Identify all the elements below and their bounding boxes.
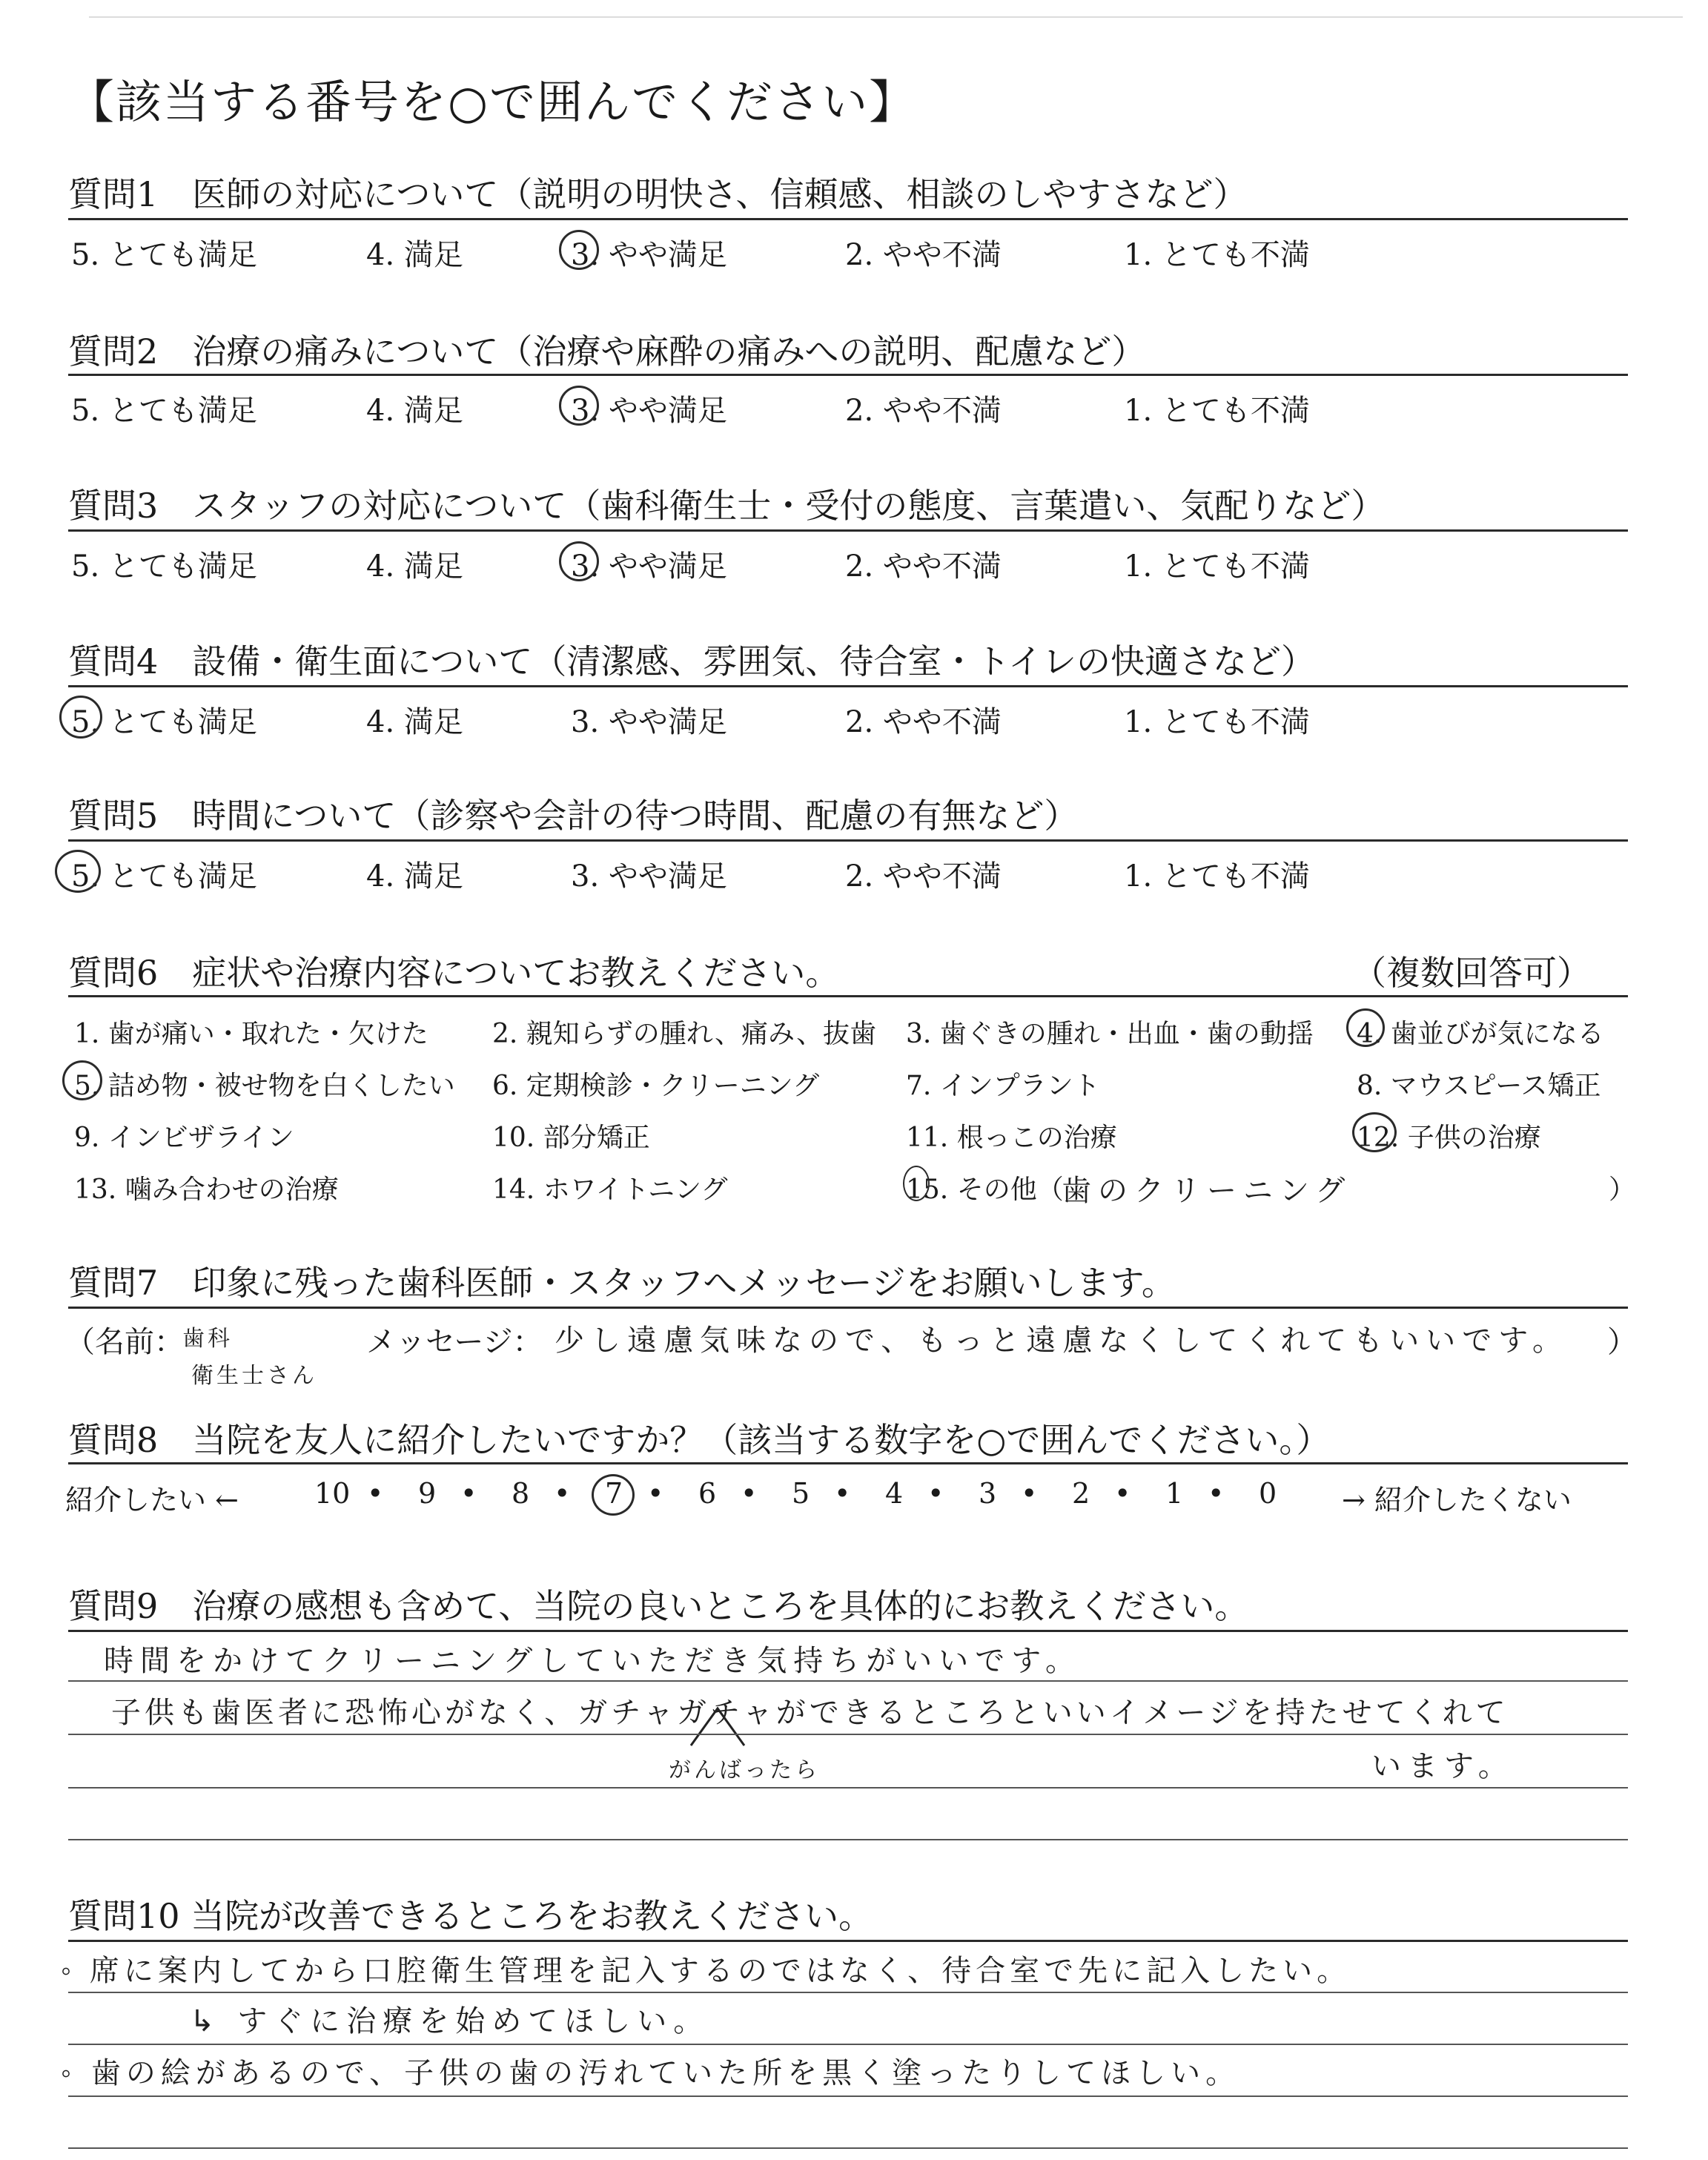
q8-title: 質問8 当院を友人に紹介したいですか？（該当する数字を○で囲んでください。） [68, 1420, 1331, 1460]
q8-scale-1[interactable]: 1 [1165, 1477, 1184, 1510]
q1-rule [68, 218, 1628, 220]
q10-line-2 [68, 2044, 1628, 2045]
q2-option-1[interactable]: 1. とても不満 [1124, 394, 1310, 428]
q6-circle-5 [62, 1060, 102, 1100]
q1-title: 質問1 医師の対応について（説明の明快さ、信頼感、相談のしやすさなど） [68, 174, 1248, 214]
q10-answer-line2: ↳ すぐに治療を始めてほしい。 [190, 2004, 710, 2038]
q1-option-4[interactable]: 4. 満足 [366, 238, 463, 272]
q7-name-label: （名前： [65, 1325, 184, 1359]
q4-option-5[interactable]: 5. とても満足 [71, 705, 257, 739]
q5-option-2[interactable]: 2. やや不満 [845, 859, 1002, 894]
q7-title: 質問7 印象に残った歯科医師・スタッフへメッセージをお願いします。 [68, 1263, 1176, 1303]
q5-option-1[interactable]: 1. とても不満 [1124, 859, 1310, 894]
q6-circle-15 [903, 1166, 930, 1201]
q8-scale-separator: • [1208, 1477, 1225, 1510]
q6-option-1[interactable]: 1. 歯が痛い・取れた・欠けた [74, 1019, 428, 1049]
top-border [89, 16, 1683, 18]
q4-selection-circle [59, 696, 102, 739]
q3-title: 質問3 スタッフの対応について（歯科衛生士・受付の態度、言葉遣い、気配りなど） [68, 486, 1386, 526]
q8-scale-separator: • [1114, 1477, 1131, 1510]
q7-name-line1: 歯科 [182, 1326, 233, 1352]
q8-selection-circle [592, 1474, 635, 1516]
q6-circle-4 [1346, 1008, 1385, 1047]
q1-option-5[interactable]: 5. とても満足 [71, 238, 257, 272]
q8-scale-separator: • [367, 1477, 384, 1510]
q6-option-8[interactable]: 8. マウスピース矯正 [1357, 1071, 1601, 1101]
q10-line-3 [68, 2095, 1628, 2097]
q9-rule [68, 1630, 1628, 1632]
q8-right-label: → 紹介したくない [1342, 1484, 1572, 1516]
q2-option-2[interactable]: 2. やや不満 [845, 394, 1002, 428]
q9-answer-line2: 子供も歯医者に恐怖心がなく、ガチャガチャができるところといいイメージを持たせてくれて [111, 1696, 1509, 1730]
q1-option-1[interactable]: 1. とても不満 [1124, 238, 1310, 272]
q8-rule [68, 1462, 1628, 1464]
q6-option-4[interactable]: 4. 歯並びが気になる [1357, 1019, 1604, 1049]
q6-option-14[interactable]: 14. ホワイトニング [492, 1175, 728, 1205]
q6-option-7[interactable]: 7. インプラント [906, 1071, 1100, 1101]
q2-option-3[interactable]: 3. やや満足 [571, 394, 727, 428]
q9-line-3 [68, 1787, 1628, 1789]
q5-title: 質問5 時間について（診察や会計の待つ時間、配慮の有無など） [68, 796, 1079, 836]
q5-option-4[interactable]: 4. 満足 [366, 859, 463, 894]
q4-option-2[interactable]: 2. やや不満 [845, 705, 1002, 739]
q8-scale-separator: • [647, 1477, 664, 1510]
q3-selection-circle [559, 541, 599, 581]
q10-title: 質問10 当院が改善できるところをお教えください。 [68, 1896, 873, 1936]
q10-answer-line3: ◦ 歯の絵があるので、子供の歯の汚れていた所を黒く塗ったりしてほしい。 [61, 2056, 1241, 2090]
q6-rule [68, 995, 1628, 997]
q4-option-4[interactable]: 4. 満足 [366, 705, 463, 739]
insertion-caret-icon [688, 1702, 747, 1747]
q3-option-4[interactable]: 4. 満足 [366, 549, 463, 584]
q8-scale-separator: • [741, 1477, 758, 1510]
q8-left-label: 紹介したい ← [65, 1484, 239, 1516]
q5-option-5[interactable]: 5. とても満足 [71, 859, 257, 894]
q8-scale-2[interactable]: 2 [1072, 1477, 1090, 1510]
q6-option-15[interactable]: 15. その他（ [906, 1175, 1064, 1205]
q5-option-3[interactable]: 3. やや満足 [571, 859, 727, 894]
q1-option-2[interactable]: 2. やや不満 [845, 238, 1002, 272]
q2-option-4[interactable]: 4. 満足 [366, 394, 463, 428]
q7-close: ） [1607, 1325, 1637, 1359]
q7-name-line2: 衛生士さん [191, 1363, 317, 1389]
q4-option-1[interactable]: 1. とても不満 [1124, 705, 1310, 739]
q3-option-5[interactable]: 5. とても満足 [71, 549, 257, 584]
q2-selection-circle [559, 386, 599, 426]
q8-scale-10[interactable]: 10 [314, 1477, 351, 1510]
q8-scale-separator: • [554, 1477, 571, 1510]
q6-option-6[interactable]: 6. 定期検診・クリーニング [492, 1071, 820, 1101]
q3-rule [68, 529, 1628, 532]
q1-selection-circle [559, 230, 599, 270]
q6-option-10[interactable]: 10. 部分矯正 [492, 1123, 650, 1153]
q7-rule [68, 1307, 1628, 1309]
q4-option-3[interactable]: 3. やや満足 [571, 705, 727, 739]
q10-rule [68, 1940, 1628, 1942]
q2-rule [68, 374, 1628, 376]
q1-option-3[interactable]: 3. やや満足 [571, 238, 727, 272]
q8-scale-9[interactable]: 9 [418, 1477, 437, 1510]
q6-other-close: ） [1609, 1175, 1636, 1205]
q9-title: 質問9 治療の感想も含めて、当院の良いところを具体的にお教えください。 [68, 1586, 1249, 1626]
q6-option-2[interactable]: 2. 親知らずの腫れ、痛み、抜歯 [492, 1019, 877, 1049]
q9-line-4 [68, 1839, 1628, 1840]
q2-option-5[interactable]: 5. とても満足 [71, 394, 257, 428]
q8-scale-5[interactable]: 5 [792, 1477, 810, 1510]
q6-option-5[interactable]: 5. 詰め物・被せ物を白くしたい [74, 1071, 455, 1101]
q9-answer-insert: がんばったら [669, 1757, 820, 1783]
q8-scale-3[interactable]: 3 [979, 1477, 997, 1510]
q6-option-3[interactable]: 3. 歯ぐきの腫れ・出血・歯の動揺 [906, 1019, 1314, 1049]
q5-selection-circle [55, 850, 101, 893]
q4-rule [68, 685, 1628, 687]
q2-title: 質問2 治療の痛みについて（治療や麻酔の痛みへの説明、配慮など） [68, 331, 1146, 371]
q10-line-1 [68, 1992, 1628, 1993]
q7-message-text: 少し遠慮気味なので、もっと遠慮なくしてくれてもいいです。 [555, 1324, 1569, 1358]
q6-option-12[interactable]: 12. 子供の治療 [1357, 1123, 1541, 1153]
q6-circle-12 [1352, 1112, 1397, 1152]
q9-answer-line3: います。 [1371, 1749, 1515, 1783]
q6-title: 質問6 症状や治療内容についてお教えください。 [68, 953, 840, 993]
page-heading: 【該当する番号を○で囲んでください】 [68, 75, 917, 129]
q8-scale-7[interactable]: 7 [605, 1477, 623, 1510]
q6-option-13[interactable]: 13. 噛み合わせの治療 [74, 1175, 339, 1205]
q8-scale-4[interactable]: 4 [885, 1477, 904, 1510]
q8-scale-separator: • [1021, 1477, 1038, 1510]
q4-title: 質問4 設備・衛生面について（清潔感、雰囲気、待合室・トイレの快適さなど） [68, 641, 1316, 681]
q6-multiple-note: （複数回答可） [1352, 953, 1591, 993]
q7-message-label: メッセージ： [366, 1325, 543, 1359]
q8-scale-8[interactable]: 8 [512, 1477, 530, 1510]
q8-scale-separator: • [927, 1477, 944, 1510]
q3-option-3[interactable]: 3. やや満足 [571, 549, 727, 584]
q5-rule [68, 839, 1628, 842]
q3-option-1[interactable]: 1. とても不満 [1124, 549, 1310, 584]
q6-option-11[interactable]: 11. 根っこの治療 [906, 1123, 1117, 1153]
q9-line-2 [68, 1734, 1628, 1735]
q8-scale-6[interactable]: 6 [698, 1477, 717, 1510]
q8-scale-0[interactable]: 0 [1259, 1477, 1277, 1510]
q10-answer-line1: ◦ 席に案内してから口腔衛生管理を記入するのではなく、待合室で先に記入したい。 [61, 1954, 1351, 1988]
q3-option-2[interactable]: 2. やや不満 [845, 549, 1002, 584]
q6-option-9[interactable]: 9. インビザライン [74, 1123, 294, 1153]
q9-line-1 [68, 1680, 1628, 1682]
q8-scale-separator: • [460, 1477, 477, 1510]
q10-line-4 [68, 2147, 1628, 2149]
q8-scale-separator: • [834, 1477, 851, 1510]
q6-other-handwritten: 歯のクリーニング [1062, 1174, 1352, 1208]
q9-answer-line1: 時間をかけてクリーニングしていただき気持ちがいいです。 [104, 1644, 1082, 1678]
